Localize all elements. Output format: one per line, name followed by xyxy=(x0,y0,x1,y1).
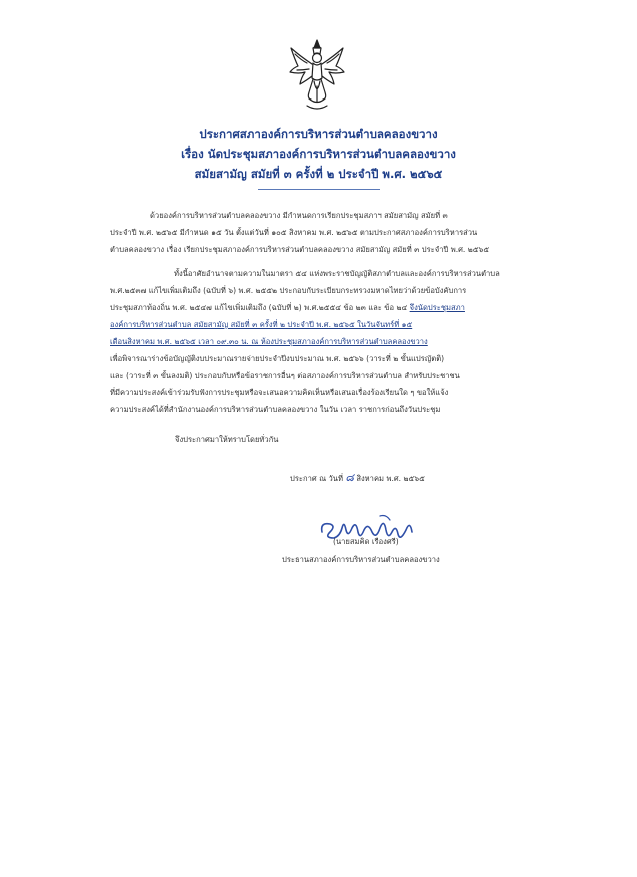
garuda-emblem xyxy=(287,36,347,116)
handwritten-day: ๘ xyxy=(345,471,354,484)
meeting-date-underlined: เดือนสิงหาคม พ.ศ. ๒๕๖๕ เวลา ๐๙.๓๐ น. ณ ห้องประชุมสภาองค์การบริหารส่วนตำบลคลองขวาง xyxy=(110,337,428,346)
paragraph-1-line: ประจำปี พ.ศ. ๒๕๖๕ มีกำหนด ๑๕ วัน ตั้งแต่วันที่ ๑๐๕ สิงหาคม พ.ศ. ๒๕๖๕ ตามประกาศสภาองค์การบริหารส่วน xyxy=(110,228,478,237)
date-suffix: สิงหาคม พ.ศ. ๒๕๖๕ xyxy=(353,474,425,483)
paragraph-2-line: ที่มีความประสงค์เข้าร่วมรับฟังการประชุมหรือจะเสนอความคิดเห็นหรือเสนอเรื่องร้องเรียนใด ๆ ขอให้แจ้ง xyxy=(110,388,449,397)
paragraph-2-line: และ (วาระที่ ๓ ขั้นลงมติ) ประกอบกับหรือข้อราชการอื่นๆ ต่อสภาองค์การบริหารส่วนตำบล สำหรับประชาชน xyxy=(110,371,460,380)
paragraph-1 xyxy=(110,207,530,258)
meeting-details-underlined: องค์การบริหารส่วนตำบล สมัยสามัญ สมัยที่ ๓ ครั้งที่ ๒ ประจำปี พ.ศ. ๒๕๖๕ ในวันจันทร์ที่ ๑๕ xyxy=(110,320,413,329)
signer-name: (นายสมคิด เรืองศรี) xyxy=(333,537,399,546)
notice-subject: เรื่อง นัดประชุมสภาองค์การบริหารส่วนตำบลคลองขวาง xyxy=(181,147,456,161)
paragraph-2-line: พ.ศ.๒๕๓๗ แก้ไขเพิ่มเติมถึง (ฉบับที่ ๖) พ.ศ. ๒๕๕๒ ประกอบกับระเบียบกระทรวงมหาดไทยว่าด้วยข้อบังคับการ xyxy=(110,286,467,295)
paragraph-1-line: ตำบลคลองขวาง เรื่อง เรียกประชุมสภาองค์การบริหารส่วนตำบลคลองขวาง สมัยสามัญ สมัยที่ ๓ ประจำปี พ.ศ. ๒๕๖๕ xyxy=(110,245,490,254)
paragraph-2-line: ทั้งนี้อาศัยอำนาจตามความในมาตรา ๕๔ แห่งพระราชบัญญัติสภาตำบลและองค์การบริหารส่วนตำบล xyxy=(174,269,500,278)
meeting-call-underlined: จึงนัดประชุมสภา xyxy=(409,303,465,312)
paragraph-2-line xyxy=(110,299,530,316)
date-prefix: ประกาศ ณ วันที่ xyxy=(290,474,346,483)
notice-session: สมัยสามัญ สมัยที่ ๓ ครั้งที่ ๒ ประจำปี พ.ศ. ๒๕๖๕ xyxy=(194,167,443,181)
notice-title: ประกาศสภาองค์การบริหารส่วนตำบลคลองขวาง xyxy=(199,127,438,141)
signer-position: ประธานสภาองค์การบริหารส่วนตำบลคลองขวาง xyxy=(282,555,440,564)
date-line xyxy=(290,469,425,487)
paragraph-2 xyxy=(110,265,530,418)
paragraph-2-text: ประชุมสภาท้องถิ่น พ.ศ. ๒๕๔๗ แก้ไขเพิ่มเติมถึง (ฉบับที่ ๒) พ.ศ.๒๕๕๔ ข้อ ๒๓ และ ข้อ ๒๔ xyxy=(110,303,410,312)
paragraph-2-line: เพื่อพิจารณาร่างข้อบัญญัติงบประมาณรายจ่ายประจำปีงบประมาณ พ.ศ. ๒๕๖๖ (วาระที่ ๒ ขั้นแปรญัตติ) xyxy=(110,354,445,363)
closing-statement: จึงประกาศมาให้ทราบโดยทั่วกัน xyxy=(175,435,279,444)
divider xyxy=(258,189,380,190)
paragraph-1-line: ด้วยองค์การบริหารส่วนตำบลคลองขวาง มีกำหนดการเรียกประชุมสภาฯ สมัยสามัญ สมัยที่ ๓ xyxy=(150,211,448,220)
paragraph-2-line: ความประสงค์ได้ที่สำนักงานองค์การบริหารส่วนตำบลคลองขวาง ในวัน เวลา ราชการก่อนถึงวันประชุม xyxy=(110,405,441,414)
